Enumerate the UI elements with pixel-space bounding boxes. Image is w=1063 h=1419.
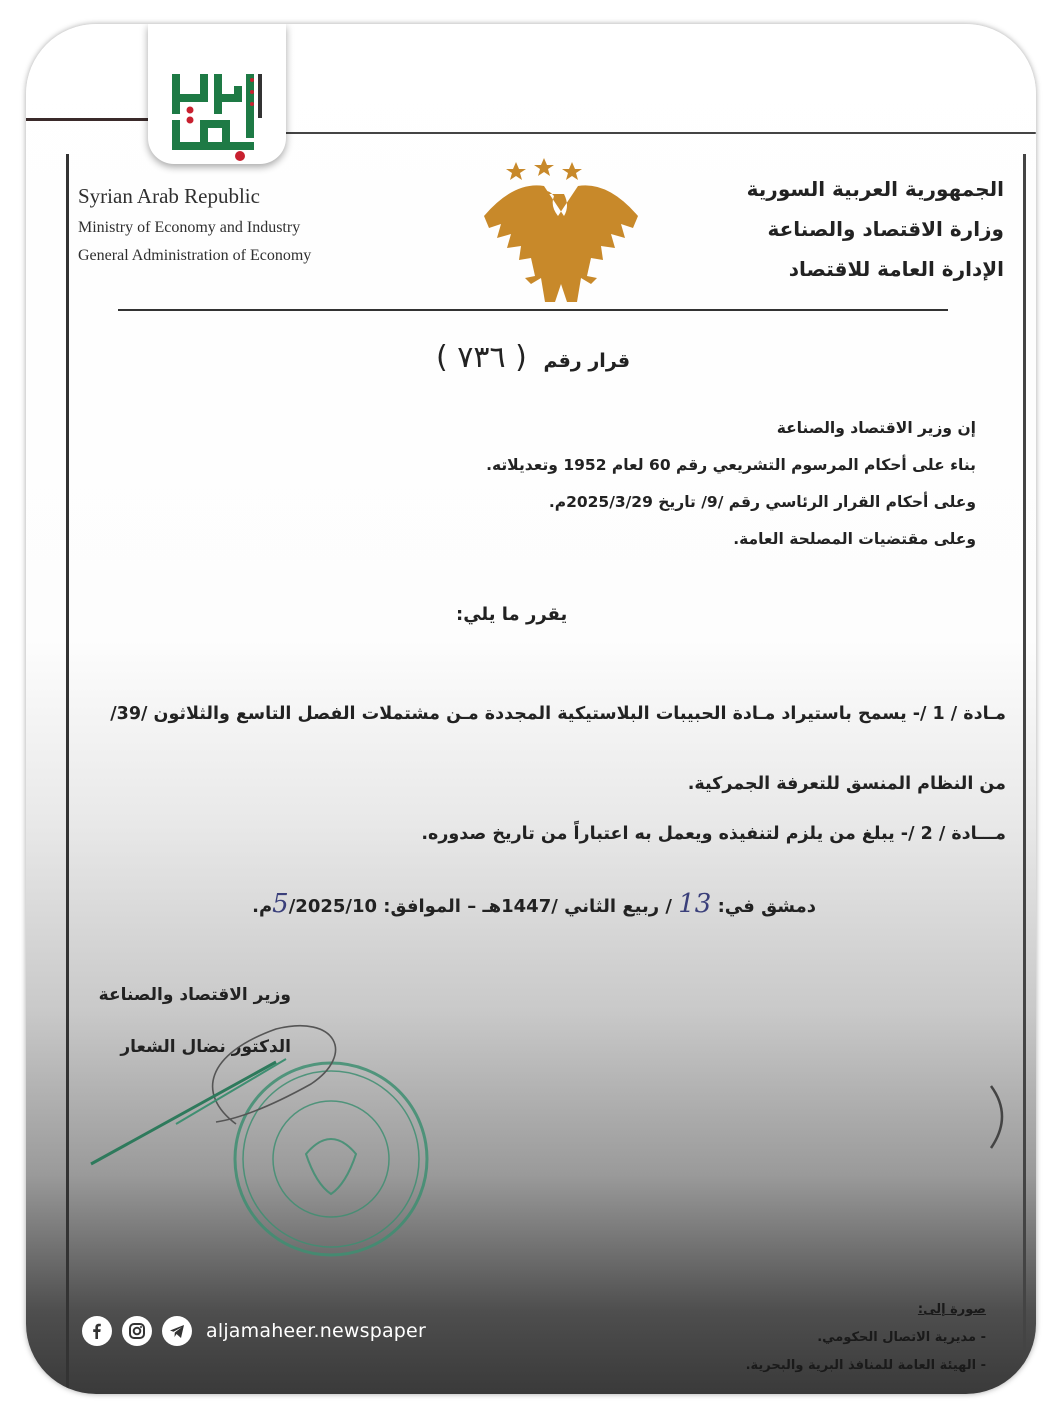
instagram-icon[interactable]	[122, 1316, 152, 1346]
arabic-header-line: وزارة الاقتصاد والصناعة	[767, 217, 1004, 241]
decision-number	[426, 340, 630, 375]
gregorian-day-handwritten: 5	[272, 889, 289, 919]
preamble-line: إن وزير الاقتصاد والصناعة	[776, 419, 976, 437]
article-2	[421, 824, 1006, 844]
header-divider	[118, 309, 948, 311]
paper-edge	[26, 118, 156, 121]
aljamaheer-logo-icon	[162, 64, 272, 164]
facebook-icon[interactable]	[82, 1316, 112, 1346]
gregorian-date-rest: /2025/10م.	[252, 896, 378, 917]
english-header-line: Ministry of Economy and Industry	[78, 219, 301, 236]
edge-mark	[986, 1084, 1016, 1154]
cc-title: صورة إلى:	[917, 1302, 986, 1317]
signature-icon	[86, 1014, 346, 1204]
hijri-date-rest: / ربيع الثاني /1447هـ – الموافق:	[383, 896, 672, 917]
preamble-line: بناء على أحكام المرسوم التشريعي رقم 60 لعام 1952 وتعديلاته.	[486, 456, 976, 474]
cc-item: - الهيئة العامة للمنافذ البرية والبحرية.	[745, 1358, 986, 1373]
preamble	[486, 410, 976, 558]
social-handle[interactable]: aljamaheer.newspaper	[206, 1320, 426, 1342]
decrees-heading: يقرر ما يلي:	[456, 604, 568, 625]
signatory-title: وزير الاقتصاد والصناعة	[98, 985, 291, 1005]
article-line: من النظام المنسق للتعرفة الجمركية.	[687, 774, 1006, 794]
english-letterhead	[78, 184, 311, 265]
cc-list	[746, 1296, 986, 1380]
decision-label: قرار رقم	[543, 350, 631, 372]
telegram-icon[interactable]	[162, 1316, 192, 1346]
date-prefix: دمشق في:	[717, 896, 816, 917]
social-footer	[82, 1316, 426, 1346]
article-1	[56, 679, 1006, 819]
eagle-emblem-icon	[416, 152, 656, 316]
document-card	[26, 24, 1036, 1394]
cc-item: - مديرية الاتصال الحكومي.	[817, 1330, 986, 1345]
arabic-letterhead	[747, 169, 1004, 289]
preamble-line: وعلى مقتضيات المصلحة العامة.	[733, 530, 976, 548]
english-header-line: Syrian Arab Republic	[78, 184, 260, 208]
paper-edge	[276, 132, 1036, 134]
english-header-line: General Administration of Economy	[78, 247, 312, 264]
issue-date-line	[252, 889, 816, 919]
decision-number-value: ( ٧٣٦ )	[436, 340, 527, 375]
arabic-header-line: الإدارة العامة للاقتصاد	[788, 257, 1004, 281]
brand-logo	[148, 24, 286, 164]
hijri-day-handwritten: 13	[678, 889, 712, 919]
arabic-header-line: الجمهورية العربية السورية	[746, 177, 1004, 201]
preamble-line: وعلى أحكام القرار الرئاسي رقم /9/ تاريخ 2025/3/29م.	[548, 493, 976, 511]
signatory-name: الدكتور نضال الشعار	[120, 1037, 291, 1057]
article-line: مـادة / 1 /- يسمح باستيراد مـادة الحبيبات البلاستيكية المجددة مـن مشتملات الفصل التاسع والثلاثون /39/	[110, 704, 1006, 724]
article-line: مـــادة / 2 /- يبلغ من يلزم لتنفيذه ويعمل به اعتباراً من تاريخ صدوره.	[421, 824, 1006, 844]
